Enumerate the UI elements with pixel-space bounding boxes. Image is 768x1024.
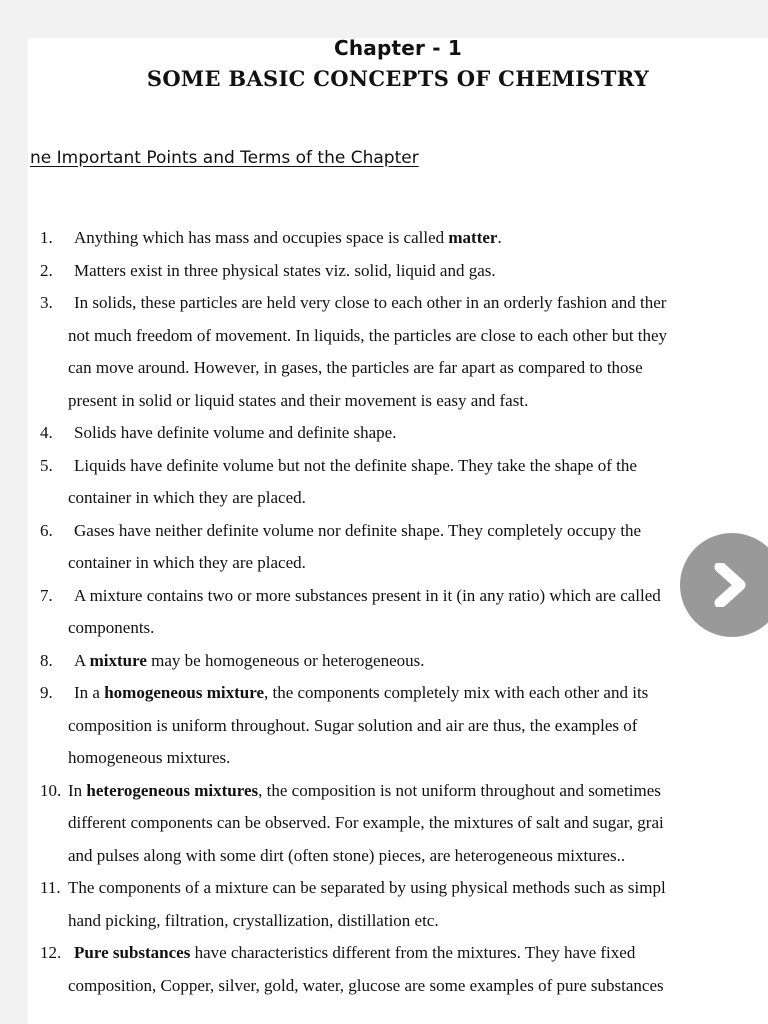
point-text-line [68, 352, 768, 385]
point-number: 10. [40, 780, 62, 800]
point-text-line [68, 872, 768, 905]
text-segment: , the components completely mix with each other and its [263, 683, 649, 702]
text-segment: components. [68, 618, 155, 637]
list-item [28, 872, 768, 937]
point-text-line [74, 645, 768, 678]
point-text-line [74, 255, 768, 288]
chapter-title: SOME BASIC CONCEPTS OF CHEMISTRY [146, 66, 650, 91]
text-segment: not much freedom of movement. In liquids, the particles are close to each other but they [68, 325, 668, 345]
list-item [28, 417, 768, 450]
text-segment: different components can be observed. For example, the mixtures of salt and sugar, grai [68, 813, 664, 832]
points-list [28, 222, 768, 1002]
text-segment: Anything which has mass and occupies space is called [74, 228, 449, 247]
text-segment: composition, Copper, silver, gold, water, glucose are some examples of pure substances [68, 975, 664, 995]
list-item [28, 450, 768, 515]
text-segment: Solids have definite volume and definite shape. [74, 423, 397, 442]
bold-term: Pure substances [74, 943, 191, 962]
text-segment: container in which they are placed. [68, 553, 306, 572]
text-segment: In solids, these particles are held very close to each other in an orderly fashion and ther [74, 293, 667, 312]
point-text-line [74, 677, 768, 710]
text-segment: , the composition is not uniform throughout and sometimes [258, 780, 661, 800]
list-item [28, 645, 768, 678]
text-segment: The components of a mixture can be separated by using physical methods such as simpl [68, 878, 666, 897]
text-segment: A mixture contains two or more substances present in it (in any ratio) which are called [74, 585, 661, 605]
point-number: 12. [40, 943, 62, 962]
bold-term: matter [448, 228, 498, 247]
point-number: 2. [40, 260, 53, 280]
list-item [28, 222, 768, 255]
text-segment: Gases have neither definite volume nor definite shape. They completely occupy the [74, 520, 642, 540]
point-text-line [68, 807, 768, 840]
point-text-line [68, 612, 768, 645]
text-segment: may be homogeneous or heterogeneous. [146, 650, 425, 670]
point-number: 9. [40, 683, 53, 702]
text-segment: homogeneous mixtures. [68, 748, 231, 767]
point-number: 5. [40, 455, 53, 475]
list-item [28, 255, 768, 288]
point-text-line [68, 547, 768, 580]
text-segment: have characteristics different from the mixtures. They have fixed [190, 943, 636, 962]
text-segment: container in which they are placed. [68, 488, 306, 507]
point-text-line [68, 710, 768, 743]
point-number: 6. [40, 520, 53, 540]
point-text-line [74, 937, 768, 970]
chevron-right-icon [708, 563, 756, 607]
point-text-line [74, 287, 768, 320]
bold-term: heterogeneous mixtures [86, 780, 259, 800]
list-item [28, 677, 768, 775]
point-text-line [68, 385, 768, 418]
chapter-label: Chapter - 1 [333, 38, 463, 60]
bold-term: mixture [89, 650, 147, 670]
point-text-line [68, 905, 768, 938]
point-text-line [68, 320, 768, 353]
list-item [28, 515, 768, 580]
section-heading: ne Important Points and Terms of the Chapter [30, 148, 419, 168]
text-segment: . [497, 228, 502, 247]
document-page [28, 38, 768, 1024]
list-item [28, 937, 768, 1002]
text-segment: present in solid or liquid states and their movement is easy and fast. [68, 390, 529, 410]
list-item [28, 775, 768, 873]
point-number: 3. [40, 293, 53, 312]
point-number: 11. [40, 878, 61, 897]
point-number: 1. [40, 228, 53, 247]
list-item [28, 580, 768, 645]
text-segment: composition is uniform throughout. Sugar solution and air are thus, the examples of [68, 715, 638, 735]
text-segment: hand picking, filtration, crystallization, distillation etc. [68, 910, 439, 930]
point-text-line [68, 840, 768, 873]
point-text-line [74, 417, 768, 450]
point-text-line [74, 515, 768, 548]
point-text-line [68, 775, 768, 808]
text-segment: A [74, 650, 90, 670]
text-segment: can move around. However, in gases, the particles are far apart as compared to those [68, 358, 643, 377]
text-segment: and pulses along with some dirt (often stone) pieces, are heterogeneous mixtures.. [68, 845, 626, 865]
text-segment: Matters exist in three physical states viz. solid, liquid and gas. [74, 260, 496, 280]
point-text-line [74, 222, 768, 255]
point-number: 8. [40, 650, 53, 670]
point-text-line [74, 450, 768, 483]
list-item [28, 287, 768, 417]
point-text-line [74, 580, 768, 613]
text-segment: In [68, 780, 87, 800]
point-text-line [68, 482, 768, 515]
bold-term: homogeneous mixture [104, 683, 264, 702]
point-text-line [68, 970, 768, 1003]
point-text-line [68, 742, 768, 775]
point-number: 7. [40, 585, 53, 605]
point-number: 4. [40, 423, 53, 442]
text-segment: In a [74, 683, 105, 702]
text-segment: Liquids have definite volume but not the definite shape. They take the shape of the [74, 455, 637, 475]
